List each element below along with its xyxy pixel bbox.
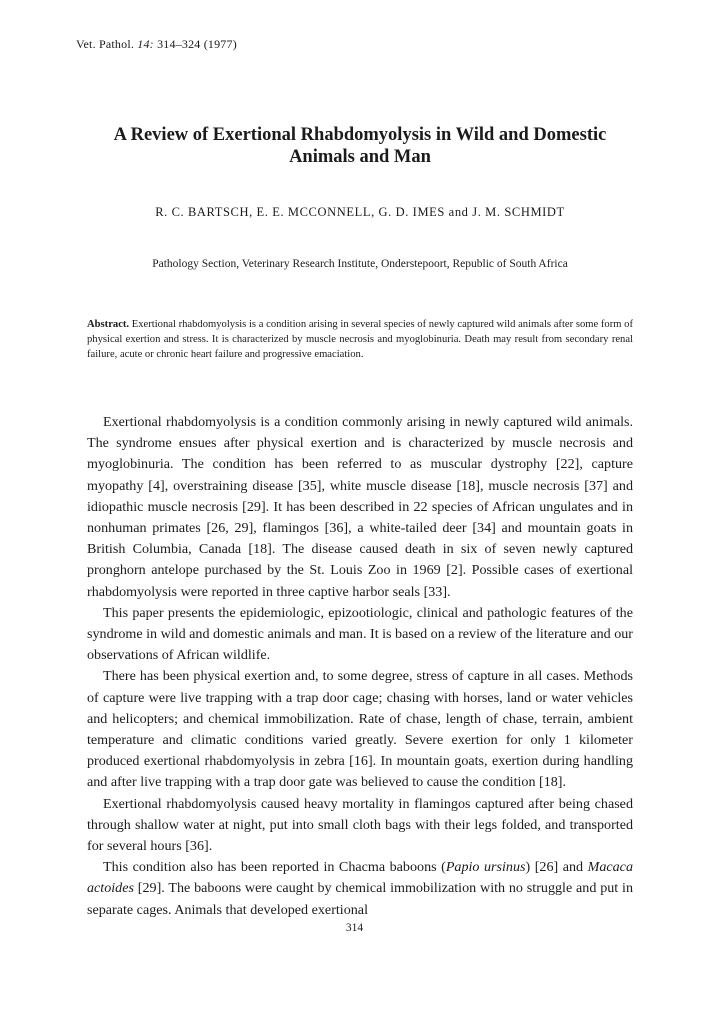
affiliation: Pathology Section, Veterinary Research Institute, Onderstepoort, Republic of South Africa <box>152 258 568 270</box>
journal-pages: 314–324 (1977) <box>157 37 237 51</box>
author-list: R. C. BARTSCH, E. E. MCCONNELL, G. D. IMES and J. M. SCHMIDT <box>155 205 565 219</box>
abstract-text: Exertional rhabdomyolysis is a condition arising in several species of newly captured wild animals after some form of physical exertion and stress. It is characterized by muscle necrosis and myoglobinuria. Death may result from secondary renal failure, acute or chronic heart failure and progressive emaciation. <box>87 319 633 360</box>
title-line-2: Animals and Man <box>289 147 431 167</box>
article-body <box>87 412 633 921</box>
journal-citation <box>76 37 237 52</box>
title-line-1: A Review of Exertional Rhabdomyolysis in Wild and Domestic <box>113 125 607 145</box>
p5-text-b: ) [26] and <box>525 859 588 876</box>
paragraph-3: There has been physical exertion and, to some degree, stress of capture in all cases. Methods of capture were live trapping with a trap door cage; chasing with horses, land or water vehicles and helicopters; and chemical immobilization. Rate of chase, length of chase, terrain, ambient temperature and climatic conditions varied greatly. Severe exertion for only 1 kilometer produced exertional rhabdomyolysis in zebra [16]. In mountain goats, exertion during handling and after live trapping with a trap door gate was believed to cause the condition [18]. <box>87 668 633 791</box>
species-macaca: Macaca actoides <box>87 859 633 897</box>
species-papio: Papio ursinus <box>445 859 526 876</box>
paragraph-2: This paper presents the epidemiologic, epizootiologic, clinical and pathologic features of the syndrome in wild and domestic animals and man. It is based on a review of the literature and our observations of African wildlife. <box>87 604 633 664</box>
journal-volume: 14: <box>137 37 154 51</box>
journal-name: Vet. Pathol. <box>76 37 135 51</box>
article-title <box>60 124 660 168</box>
p5-text-c: [29]. The baboons were caught by chemical immobilization with no struggle and put in separate cages. Animals that developed exertional <box>87 880 633 918</box>
p5-text-a: This condition also has been reported in Chacma baboons ( <box>103 859 446 876</box>
abstract <box>87 317 633 362</box>
abstract-label: Abstract. <box>87 319 130 330</box>
paragraph-1: Exertional rhabdomyolysis is a condition commonly arising in newly captured wild animals. The syndrome ensues after physical exertion and is characterized by muscle necrosis and myoglobinuria. The condition has been referred to as muscular dystrophy [22], capture myopathy [4], overstraining disease [35], white muscle disease [18], muscle necrosis [37] and idiopathic muscle necrosis [29]. It has been described in 22 species of African ungulates and in nonhuman primates [26, 29], flamingos [36], a white-tailed deer [34] and mountain goats in British Columbia, Canada [18]. The disease caused death in six of seven newly captured pronghorn antelope purchased by the St. Louis Zoo in 1969 [2]. Possible cases of exertional rhabdomyolysis were reported in three captive harbor seals [33]. <box>87 414 633 600</box>
paragraph-5 <box>87 857 633 921</box>
paragraph-4: Exertional rhabdomyolysis caused heavy mortality in flamingos captured after being chased through shallow water at night, put into small cloth bags with their legs folded, and transported for several hours [36]. <box>87 795 633 855</box>
page-number: 314 <box>345 922 364 934</box>
